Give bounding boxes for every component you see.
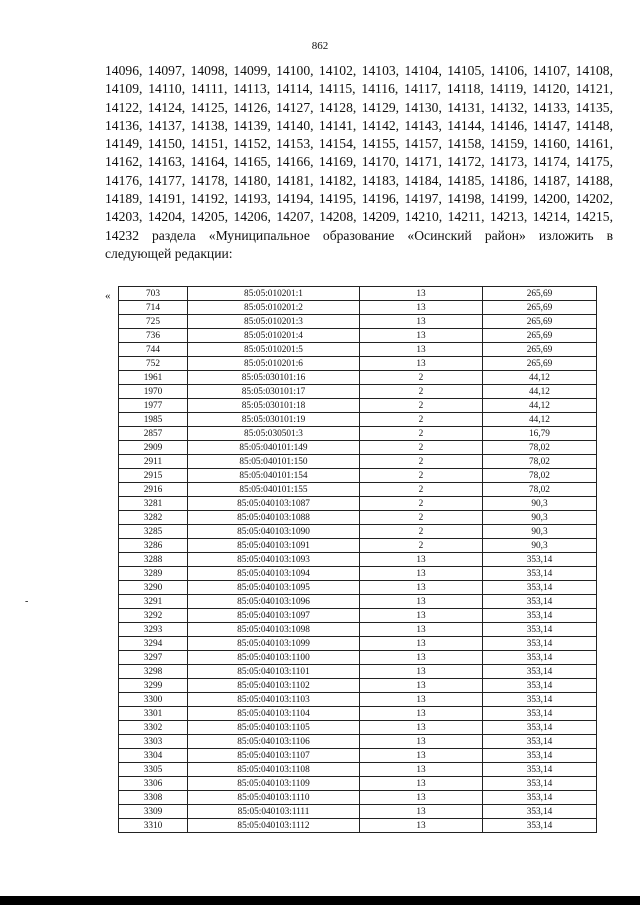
cadastral-number-cell: 85:05:010201:2 [188, 301, 360, 315]
value-cell: 353,14 [483, 623, 597, 637]
value-cell: 90,3 [483, 525, 597, 539]
zone-cell: 2 [360, 497, 483, 511]
table-row [119, 721, 597, 735]
value-cell: 353,14 [483, 735, 597, 749]
table-row [119, 469, 597, 483]
row-number-cell: 3299 [119, 679, 188, 693]
cadastral-number-cell: 85:05:030501:3 [188, 427, 360, 441]
value-cell: 44,12 [483, 399, 597, 413]
value-cell: 353,14 [483, 553, 597, 567]
table-row [119, 455, 597, 469]
zone-cell: 13 [360, 805, 483, 819]
row-number-cell: 3304 [119, 749, 188, 763]
row-number-cell: 744 [119, 343, 188, 357]
intro-paragraph: 14096, 14097, 14098, 14099, 14100, 14102, 14103, 14104, 14105, 14106, 14107, 14108, 14109, 14110, 14111, 14113, 14114, 14115, 14116, 14117, 14118, 14119, 14120, 14121, 14122, 14124, 14125, 14126, 14127, 14128, 14129, 14130, 14131, 14132, 14133, 14135, 14136, 14137, 14138, 14139, 14140, 14141, 14142, 14143, 14144, 14146, 14147, 14148, 14149, 14150, 14151, 14152, 14153, 14154, 14155, 14157, 14158, 14159, 14160, 14161, 14162, 14163, 14164, 14165, 14166, 14169, 14170, 14171, 14172, 14173, 14174, 14175, 14176, 14177, 14178, 14180, 14181, 14182, 14183, 14184, 14185, 14186, 14187, 14188, 14189, 14191, 14192, 14193, 14194, 14195, 14196, 14197, 14198, 14199, 14200, 14202, 14203, 14204, 14205, 14206, 14207, 14208, 14209, 14210, 14211, 14213, 14214, 14215, 14232 раздела «Муниципальное образование «Осинский район» изложить в следующей редакции: [105, 63, 613, 261]
row-number-cell: 3294 [119, 637, 188, 651]
cadastral-number-cell: 85:05:040103:1108 [188, 763, 360, 777]
cadastral-number-cell: 85:05:040103:1097 [188, 609, 360, 623]
row-number-cell: 3300 [119, 693, 188, 707]
table-row [119, 637, 597, 651]
table-row [119, 749, 597, 763]
row-number-cell: 2911 [119, 455, 188, 469]
table-row [119, 497, 597, 511]
row-number-cell: 3282 [119, 511, 188, 525]
cadastral-number-cell: 85:05:040103:1109 [188, 777, 360, 791]
row-number-cell: 2909 [119, 441, 188, 455]
value-cell: 265,69 [483, 357, 597, 371]
row-number-cell: 3285 [119, 525, 188, 539]
cadastral-number-cell: 85:05:010201:6 [188, 357, 360, 371]
table-row [119, 763, 597, 777]
zone-cell: 13 [360, 707, 483, 721]
page-number: 862 [311, 40, 329, 52]
table-row [119, 511, 597, 525]
zone-cell: 2 [360, 385, 483, 399]
table-row [119, 777, 597, 791]
row-number-cell: 3297 [119, 651, 188, 665]
value-cell: 353,14 [483, 595, 597, 609]
value-cell: 265,69 [483, 287, 597, 301]
zone-cell: 13 [360, 693, 483, 707]
cadastral-number-cell: 85:05:040101:155 [188, 483, 360, 497]
table-row [119, 609, 597, 623]
value-cell: 44,12 [483, 413, 597, 427]
value-cell: 78,02 [483, 483, 597, 497]
table-row [119, 735, 597, 749]
table-row [119, 441, 597, 455]
table-row [119, 539, 597, 553]
cadastral-number-cell: 85:05:040103:1112 [188, 819, 360, 833]
table-row [119, 301, 597, 315]
row-number-cell: 1970 [119, 385, 188, 399]
cadastral-number-cell: 85:05:040103:1100 [188, 651, 360, 665]
zone-cell: 2 [360, 399, 483, 413]
zone-cell: 13 [360, 609, 483, 623]
table-row [119, 525, 597, 539]
zone-cell: 13 [360, 553, 483, 567]
value-cell: 44,12 [483, 385, 597, 399]
table-row [119, 567, 597, 581]
value-cell: 90,3 [483, 511, 597, 525]
row-number-cell: 3293 [119, 623, 188, 637]
table-row [119, 413, 597, 427]
zone-cell: 13 [360, 721, 483, 735]
cadastral-number-cell: 85:05:030101:17 [188, 385, 360, 399]
value-cell: 353,14 [483, 805, 597, 819]
value-cell: 78,02 [483, 469, 597, 483]
cadastral-number-cell: 85:05:040103:1093 [188, 553, 360, 567]
cadastral-number-cell: 85:05:030101:18 [188, 399, 360, 413]
zone-cell: 13 [360, 749, 483, 763]
zone-cell: 13 [360, 343, 483, 357]
table-row [119, 819, 597, 833]
row-number-cell: 3309 [119, 805, 188, 819]
cadastral-number-cell: 85:05:040103:1111 [188, 805, 360, 819]
zone-cell: 2 [360, 427, 483, 441]
value-cell: 353,14 [483, 777, 597, 791]
table-row [119, 427, 597, 441]
zone-cell: 2 [360, 413, 483, 427]
zone-cell: 2 [360, 539, 483, 553]
value-cell: 353,14 [483, 609, 597, 623]
cadastral-number-cell: 85:05:040103:1106 [188, 735, 360, 749]
cadastral-number-cell: 85:05:040101:150 [188, 455, 360, 469]
table-row [119, 399, 597, 413]
cadastral-number-cell: 85:05:040101:154 [188, 469, 360, 483]
row-number-cell: 1977 [119, 399, 188, 413]
zone-cell: 2 [360, 455, 483, 469]
row-number-cell: 3292 [119, 609, 188, 623]
cadastral-number-cell: 85:05:040103:1094 [188, 567, 360, 581]
row-number-cell: 752 [119, 357, 188, 371]
value-cell: 265,69 [483, 301, 597, 315]
row-number-cell: 3310 [119, 819, 188, 833]
table-row [119, 329, 597, 343]
row-number-cell: 3289 [119, 567, 188, 581]
row-number-cell: 3291 [119, 595, 188, 609]
zone-cell: 13 [360, 763, 483, 777]
cadastral-number-cell: 85:05:040101:149 [188, 441, 360, 455]
row-number-cell: 2857 [119, 427, 188, 441]
zone-cell: 13 [360, 623, 483, 637]
value-cell: 353,14 [483, 679, 597, 693]
row-number-cell: 714 [119, 301, 188, 315]
zone-cell: 2 [360, 371, 483, 385]
cadastral-number-cell: 85:05:040103:1104 [188, 707, 360, 721]
row-number-cell: 3290 [119, 581, 188, 595]
row-number-cell: 736 [119, 329, 188, 343]
table-row [119, 357, 597, 371]
row-number-cell: 725 [119, 315, 188, 329]
zone-cell: 2 [360, 511, 483, 525]
cadastral-number-cell: 85:05:010201:1 [188, 287, 360, 301]
opening-quote-mark: « [105, 290, 111, 302]
zone-cell: 13 [360, 637, 483, 651]
cadastral-number-cell: 85:05:010201:5 [188, 343, 360, 357]
table-row [119, 483, 597, 497]
zone-cell: 2 [360, 483, 483, 497]
value-cell: 353,14 [483, 791, 597, 805]
value-cell: 265,69 [483, 329, 597, 343]
cadastral-number-cell: 85:05:040103:1101 [188, 665, 360, 679]
row-number-cell: 3301 [119, 707, 188, 721]
table-row [119, 679, 597, 693]
value-cell: 353,14 [483, 749, 597, 763]
cadastral-number-cell: 85:05:040103:1096 [188, 595, 360, 609]
table-row [119, 707, 597, 721]
table-row [119, 287, 597, 301]
value-cell: 44,12 [483, 371, 597, 385]
margin-mark: - [25, 596, 29, 607]
zone-cell: 13 [360, 357, 483, 371]
value-cell: 353,14 [483, 721, 597, 735]
table-row [119, 343, 597, 357]
cadastral-number-cell: 85:05:040103:1091 [188, 539, 360, 553]
value-cell: 353,14 [483, 651, 597, 665]
row-number-cell: 3286 [119, 539, 188, 553]
zone-cell: 13 [360, 735, 483, 749]
row-number-cell: 3303 [119, 735, 188, 749]
cadastral-number-cell: 85:05:040103:1095 [188, 581, 360, 595]
cadastral-number-cell: 85:05:040103:1088 [188, 511, 360, 525]
cadastral-number-cell: 85:05:010201:3 [188, 315, 360, 329]
table-row [119, 371, 597, 385]
zone-cell: 13 [360, 581, 483, 595]
zone-cell: 13 [360, 567, 483, 581]
value-cell: 16,79 [483, 427, 597, 441]
cadastral-number-cell: 85:05:010201:4 [188, 329, 360, 343]
value-cell: 90,3 [483, 497, 597, 511]
table-row [119, 553, 597, 567]
value-cell: 353,14 [483, 581, 597, 595]
value-cell: 353,14 [483, 707, 597, 721]
zone-cell: 13 [360, 651, 483, 665]
cadastral-number-cell: 85:05:030101:19 [188, 413, 360, 427]
row-number-cell: 1961 [119, 371, 188, 385]
value-cell: 353,14 [483, 665, 597, 679]
table-row [119, 805, 597, 819]
row-number-cell: 3302 [119, 721, 188, 735]
zone-cell: 13 [360, 315, 483, 329]
table-row [119, 791, 597, 805]
cadastral-number-cell: 85:05:040103:1087 [188, 497, 360, 511]
row-number-cell: 3288 [119, 553, 188, 567]
row-number-cell: 3306 [119, 777, 188, 791]
row-number-cell: 2915 [119, 469, 188, 483]
table-row [119, 581, 597, 595]
zone-cell: 13 [360, 679, 483, 693]
cadastral-number-cell: 85:05:040103:1090 [188, 525, 360, 539]
zone-cell: 13 [360, 665, 483, 679]
zone-cell: 13 [360, 791, 483, 805]
parcel-table [118, 286, 597, 833]
cadastral-number-cell: 85:05:040103:1107 [188, 749, 360, 763]
table-row [119, 693, 597, 707]
table-row [119, 385, 597, 399]
cadastral-number-cell: 85:05:040103:1099 [188, 637, 360, 651]
row-number-cell: 3308 [119, 791, 188, 805]
cadastral-number-cell: 85:05:040103:1102 [188, 679, 360, 693]
table-row [119, 651, 597, 665]
parcel-table-body [119, 287, 597, 833]
table-row [119, 623, 597, 637]
table-row [119, 665, 597, 679]
value-cell: 353,14 [483, 819, 597, 833]
zone-cell: 13 [360, 287, 483, 301]
row-number-cell: 703 [119, 287, 188, 301]
zone-cell: 2 [360, 441, 483, 455]
value-cell: 265,69 [483, 343, 597, 357]
cadastral-number-cell: 85:05:040103:1105 [188, 721, 360, 735]
value-cell: 353,14 [483, 637, 597, 651]
row-number-cell: 3281 [119, 497, 188, 511]
value-cell: 78,02 [483, 455, 597, 469]
cadastral-number-cell: 85:05:040103:1110 [188, 791, 360, 805]
table-row [119, 315, 597, 329]
zone-cell: 13 [360, 329, 483, 343]
scan-bottom-edge [0, 896, 640, 905]
value-cell: 353,14 [483, 567, 597, 581]
zone-cell: 2 [360, 525, 483, 539]
zone-cell: 2 [360, 469, 483, 483]
value-cell: 353,14 [483, 763, 597, 777]
value-cell: 265,69 [483, 315, 597, 329]
zone-cell: 13 [360, 301, 483, 315]
row-number-cell: 1985 [119, 413, 188, 427]
cadastral-number-cell: 85:05:040103:1103 [188, 693, 360, 707]
row-number-cell: 3298 [119, 665, 188, 679]
cadastral-number-cell: 85:05:040103:1098 [188, 623, 360, 637]
zone-cell: 13 [360, 595, 483, 609]
table-row [119, 595, 597, 609]
value-cell: 353,14 [483, 693, 597, 707]
row-number-cell: 3305 [119, 763, 188, 777]
value-cell: 78,02 [483, 441, 597, 455]
zone-cell: 13 [360, 819, 483, 833]
row-number-cell: 2916 [119, 483, 188, 497]
value-cell: 90,3 [483, 539, 597, 553]
zone-cell: 13 [360, 777, 483, 791]
cadastral-number-cell: 85:05:030101:16 [188, 371, 360, 385]
